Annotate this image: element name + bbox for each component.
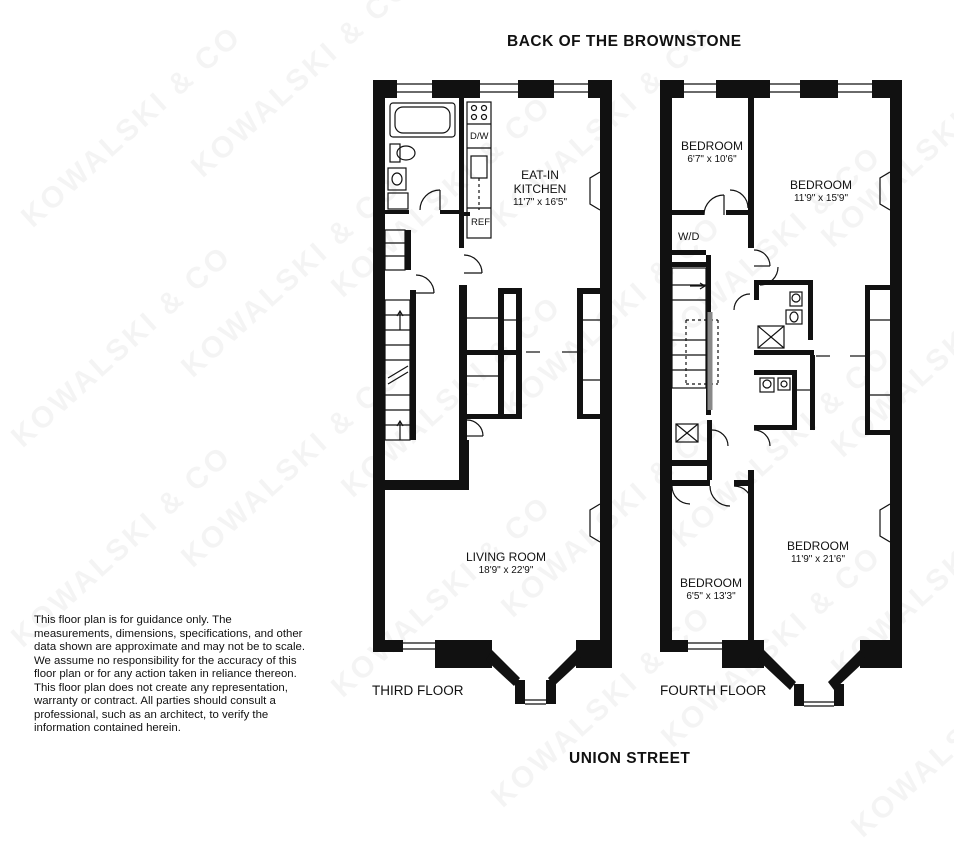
- room-bedroom-large-front: [772, 539, 864, 567]
- room-kitchen: [500, 168, 580, 210]
- bedroom-2-name: BEDROOM: [789, 178, 852, 192]
- bedroom-3-name: BEDROOM: [679, 576, 742, 590]
- fourth-floor-label: FOURTH FLOOR: [660, 683, 767, 698]
- bedroom-1-name: BEDROOM: [680, 139, 743, 153]
- room-bedroom-small-back: [672, 139, 752, 167]
- room-kitchen-dim: 11'7" x 16'5": [512, 197, 568, 208]
- refrigerator-label: REF: [471, 217, 490, 228]
- room-living-dim: 18'9" x 22'9": [478, 565, 534, 576]
- room-kitchen-name2: KITCHEN: [513, 182, 567, 196]
- bedroom-4-name: BEDROOM: [786, 539, 849, 553]
- dishwasher-label: D/W: [470, 131, 489, 142]
- room-bedroom-large-back: [776, 178, 866, 206]
- room-bedroom-small-front: [672, 576, 750, 604]
- washer-dryer-label: W/D: [678, 231, 700, 243]
- room-kitchen-name: EAT-IN: [521, 168, 559, 182]
- room-living-name: LIVING ROOM: [465, 550, 546, 564]
- bedroom-1-dim: 6'7" x 10'6": [687, 154, 737, 165]
- bedroom-2-dim: 11'9" x 15'9": [793, 193, 849, 204]
- third-floor-label: THIRD FLOOR: [372, 683, 464, 698]
- bedroom-4-dim: 11'9" x 21'6": [790, 554, 846, 565]
- header-bottom: UNION STREET: [569, 750, 691, 767]
- fourth-floor-stairs: [672, 268, 718, 442]
- header-top: BACK OF THE BROWNSTONE: [507, 33, 742, 50]
- room-living: [444, 550, 568, 578]
- fourth-floor-walls: [660, 80, 902, 706]
- bedroom-3-dim: 6'5" x 13'3": [686, 591, 736, 602]
- disclaimer: This floor plan is for guidance only. The measurements, dimensions, specifications, and other data shown are approximate and may not be to scale. We assume no responsibility for the accuracy of this floor plan or for any action taken in reliance thereon. This floor plan does not create any representation, warranty or contract. All parties should consult a professional, such as an architect, to verify the information contained herein.: [34, 614, 306, 734]
